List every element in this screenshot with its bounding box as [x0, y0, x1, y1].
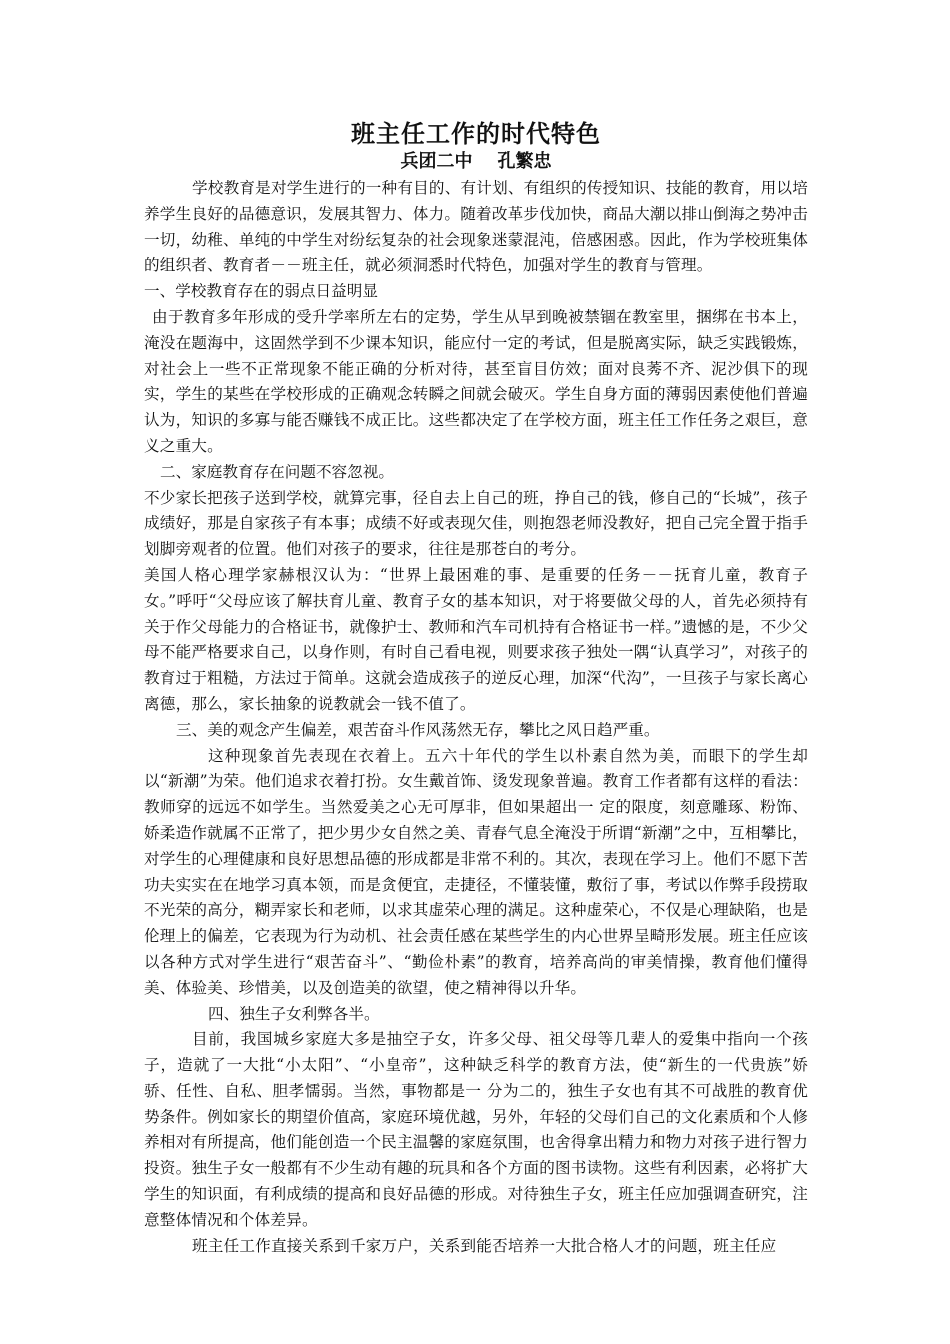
section-heading-1: 一、学校教育存在的弱点日益明显	[144, 282, 378, 301]
section-4-paragraph: 目前，我国城乡家庭大多是抽空子女，许多父母、祖父母等几辈人的爱集中指向一个孩子，造就了一大批“小太阳”、“小皇帝”，这种缺乏科学的教育方法，使“新生的一代贵族”娇骄、任性、自私、胆孝懦弱。当然，事物都是一 分为二的，独生子女也有其不可战胜的教育优势条件。例如家长的期望价值高，家庭环境优越，另外，年轻的父母们自己的文化素质和个人修养相对有所提高，他们能创造一个民主温馨的家庭氛围，也舍得拿出精力和物力对孩子进行智力投资。独生子女一般都有不少生动有趣的玩具和各个方面的图书读物。这些有利因素，必将扩大学生的知识面，有利成绩的提高和良好品德的形成。对待独生子女，班主任应加强调查研究，注意整体情况和个体差异。	[144, 1030, 808, 1229]
section-2-paragraph-1: 不少家长把孩子送到学校，就算完事，径自去上自己的班，挣自己的钱，修自己的“长城”，孩子成绩好，那是自家孩子有本事；成绩不好或表现欠佳，则抱怨老师没教好，把自己完全置于指手划脚旁观者的位置。他们对孩子的要求，往往是那苍白的考分。	[144, 488, 808, 559]
section-heading-4: 四、独生子女利弊各半。	[208, 1004, 380, 1023]
section-1-paragraph: 由于教育多年形成的受升学率所左右的定势，学生从早到晚被禁锢在教室里，捆绑在书本上，淹没在题海中，这固然学到不少课本知识，能应付一定的考试，但是脱离实际，缺乏实践锻炼，对社会上一些不正常现象不能正确的分析对待，甚至盲目仿效；面对良莠不齐、泥沙俱下的现实，学生的某些在学校形成的正确观念转瞬之间就会破灭。学生自身方面的薄弱因素使他们普遍认为，知识的多寡与能否赚钱不成正比。这些都决定了在学校方面，班主任工作任务之艰巨，意义之重大。	[144, 307, 808, 455]
closing-paragraph: 班主任工作直接关系到千家万户，关系到能否培养一大批合格人才的问题，班主任应	[192, 1236, 777, 1255]
author-byline: 兵团二中 孔繁忠	[400, 151, 552, 172]
section-3-paragraph: 这种现象首先表现在衣着上。五六十年代的学生以朴素自然为美，而眼下的学生却以“新潮”为荣。他们追求衣着打扮。女生戴首饰、烫发现象普遍。教育工作者都有这样的看法：教师穿的远远不如学生。当然爱美之心无可厚非，但如果超出一 定的限度，刻意雕琢、粉饰、娇柔造作就属不正常了，把少男少女自然之美、青春气息全淹没于所谓“新潮”之中，互相攀比，对学生的心理健康和良好思想品德的形成都是非常不利的。其次，表现在学习上。他们不愿下苦功夫实实在在地学习真本领，而是贪便宜，走捷径，不懂装懂，敷衍了事，考试以作弊手段捞取不光荣的高分，糊弄家长和老师，以求其虚荣心理的满足。这种虚荣心，不仅是心理缺陷，也是伦理上的偏差，它表现为行为动机、社会责任感在某些学生的内心世界呈畸形发展。班主任应该以各种方式对学生进行“艰苦奋斗”、“勤俭朴素”的教育，培养高尚的审美情操，教育他们懂得美、体验美、珍惜美，以及创造美的欲望，使之精神得以升华。	[144, 746, 808, 997]
document-page	[144, 118, 808, 1259]
section-2-paragraph-2: 美国人格心理学家赫根汉认为：“世界上最困难的事、是重要的任务－－抚育儿童，教育子女。”呼吁“父母应该了解扶育儿童、教育子女的基本知识，对于将要做父母的人，首先必须持有关于作父母能力的合格证书，就像护士、教师和汽车司机持有合格证书一样。”遗憾的是，不少父母不能严格要求自己，以身作则，有时自己看电视，则要求孩子独处一隅“认真学习”，对孩子的教育过于粗糙，方法过于简单。这就会造成孩子的逆反心理，加深“代沟”，一旦孩子与家长离心离德，那么，家长抽象的说教就会一钱不值了。	[144, 565, 808, 713]
section-heading-3: 三、美的观念产生偏差，艰苦奋斗作风荡然无存，攀比之风日趋严重。	[176, 720, 660, 739]
document-title: 班主任工作的时代特色	[351, 120, 601, 148]
section-heading-2: 二、家庭教育存在问题不容忽视。	[160, 462, 394, 481]
intro-paragraph: 学校教育是对学生进行的一种有目的、有计划、有组织的传授知识、技能的教育，用以培养学生良好的品德意识，发展其智力、体力。随着改革步伐加快，商品大潮以排山倒海之势冲击一切，幼稚、单纯的中学生对纷纭复杂的社会现象迷蒙混沌，倍感困惑。因此，作为学校班集体的组织者、教育者－－班主任，就必须洞悉时代特色，加强对学生的教育与管理。	[144, 179, 808, 275]
